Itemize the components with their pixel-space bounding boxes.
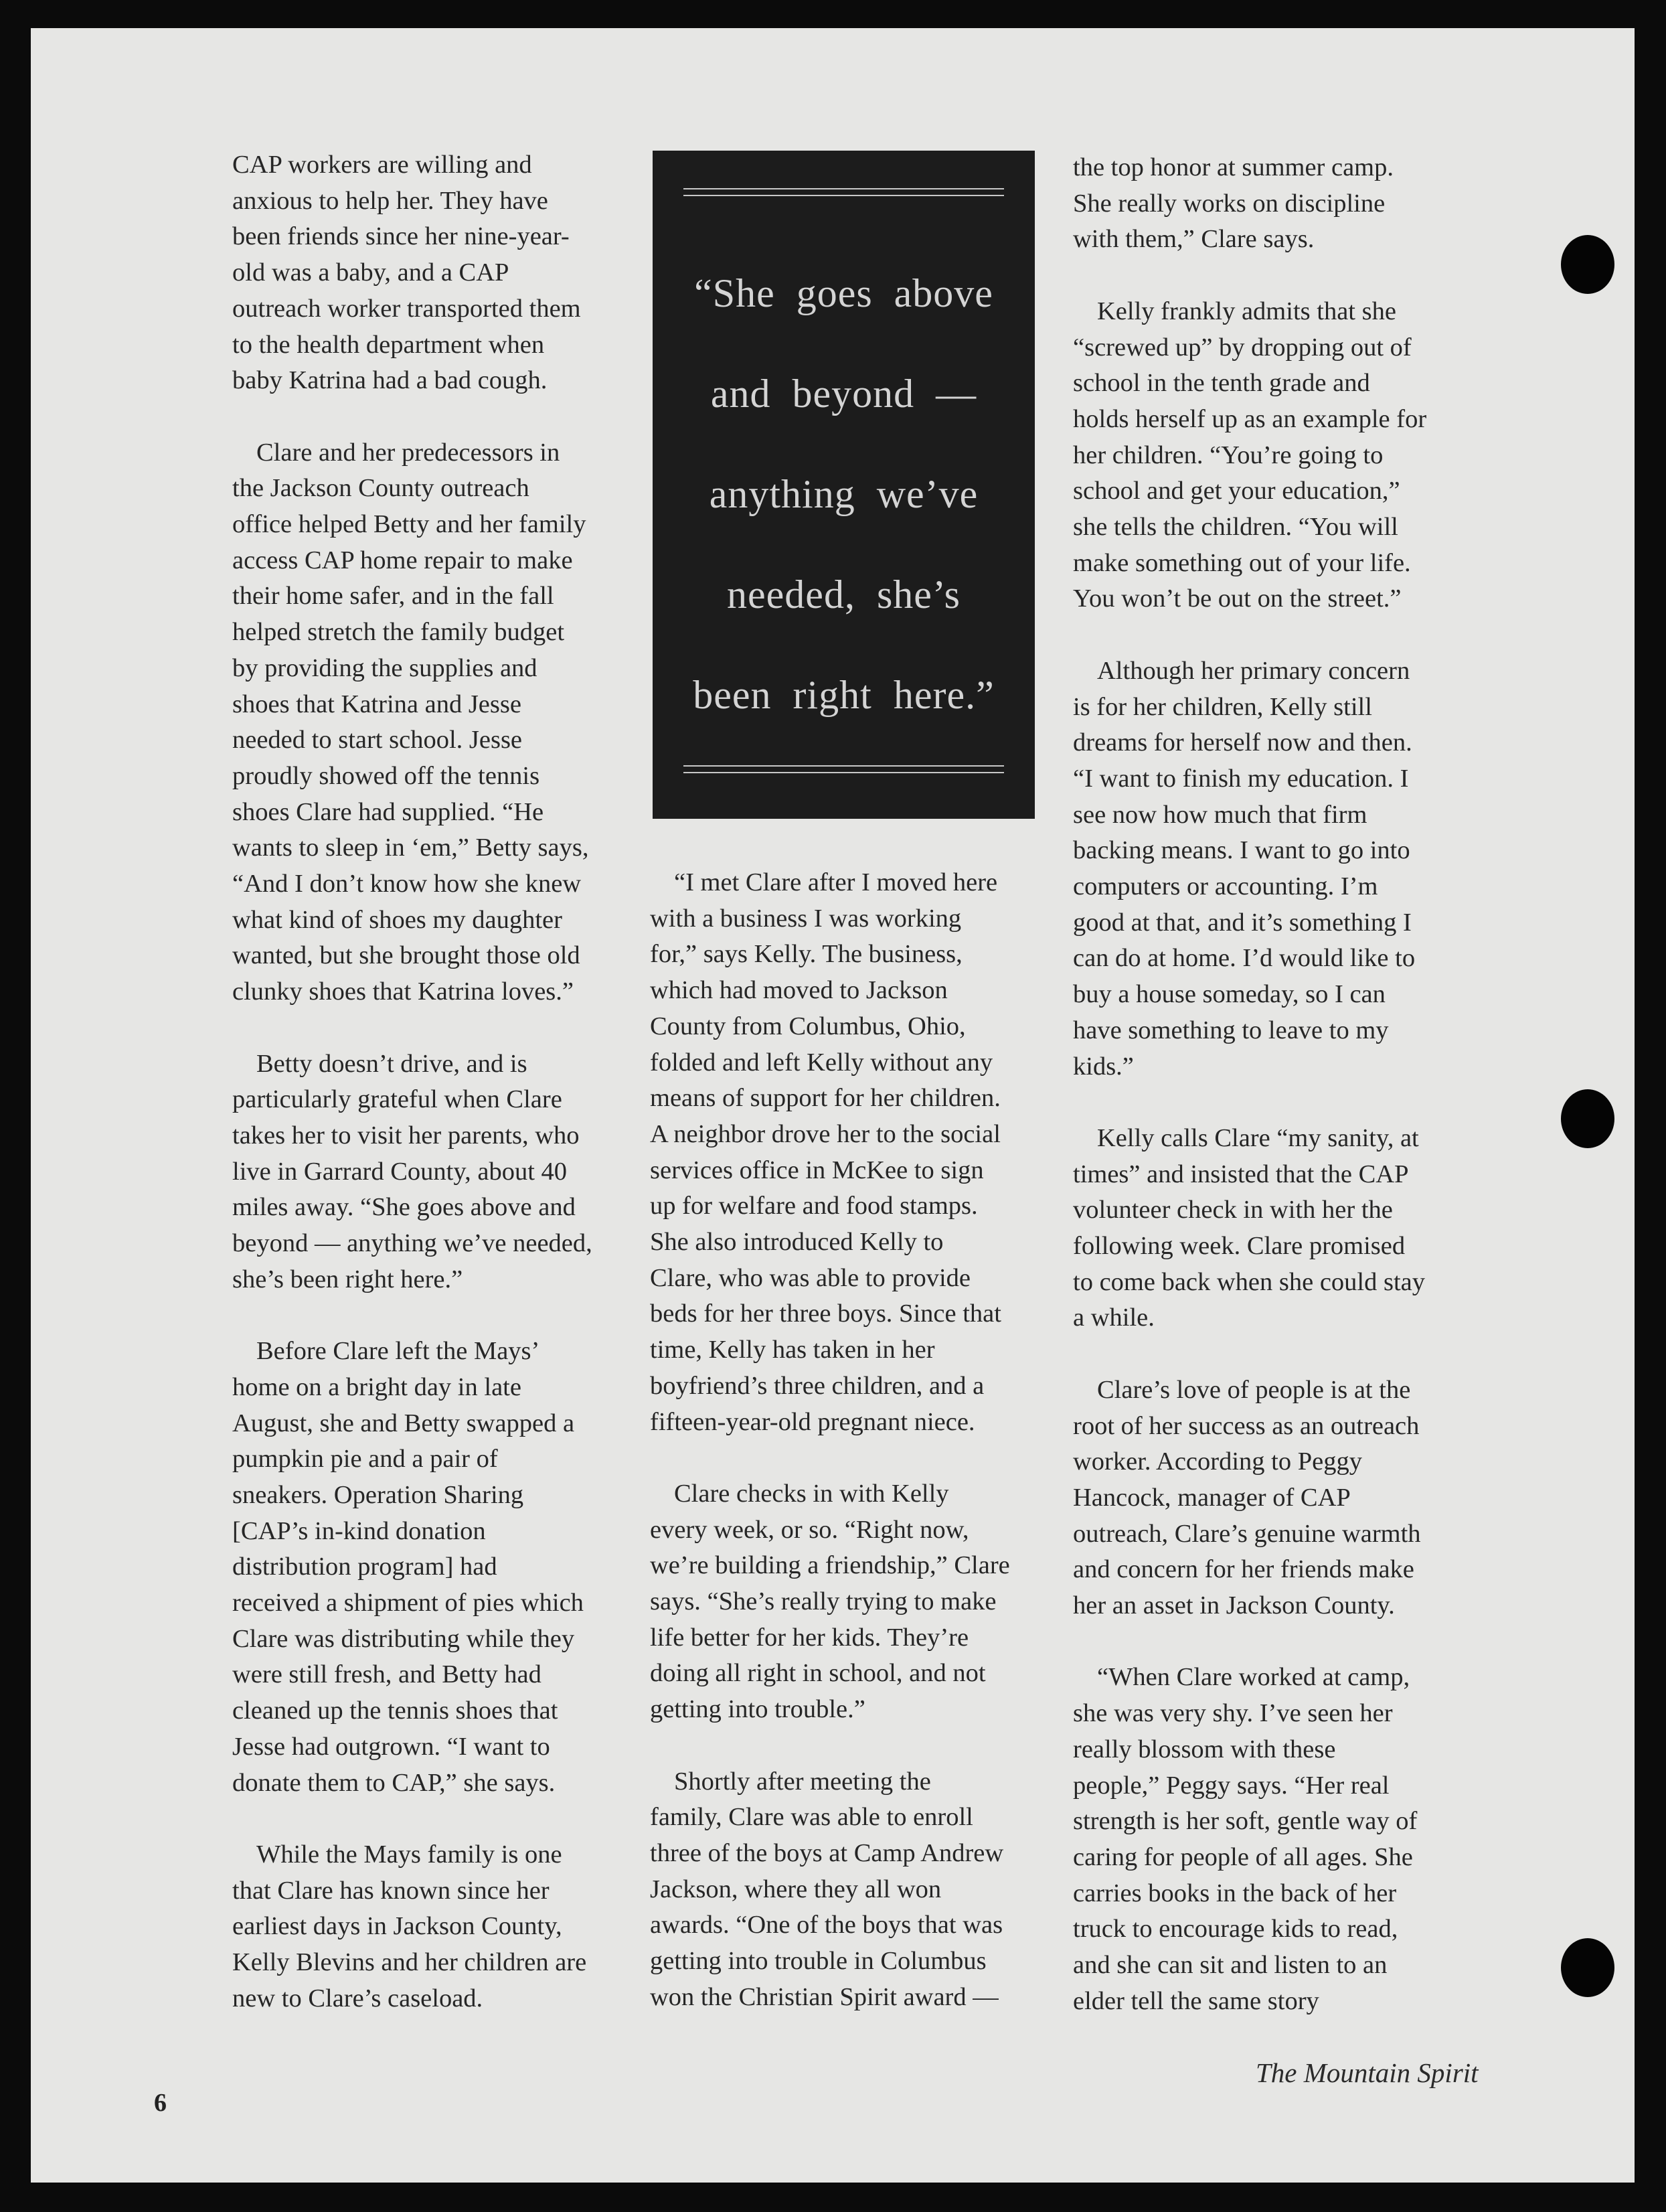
pull-quote-line: been right here.” [693,673,995,717]
pull-quote-text [653,243,1035,745]
text-line: three of the boys at Camp Andrew [650,1838,1004,1867]
article-column-right [1073,150,1501,2019]
pull-quote-line: needed, she’s [727,572,961,617]
text-line: services office in McKee to sign [650,1156,984,1184]
text-line: doing all right in school, and not [650,1659,986,1688]
text-line: the Jackson County outreach [232,474,529,503]
text-line: times” and insisted that the CAP [1073,1160,1409,1188]
text-line: won the Christian Spirit award — [650,1982,999,2011]
text-line: Clare checks in with Kelly [674,1479,949,1508]
text-line: Shortly after meeting the [674,1767,931,1796]
text-line: is for her children, Kelly still [1073,692,1372,721]
text-line: the top honor at summer camp. [1073,153,1394,181]
binder-hole-top [1561,235,1614,294]
text-line: [CAP’s in-kind donation [232,1516,486,1545]
text-line: backing means. I want to go into [1073,836,1410,865]
text-line: she’s been right here.” [232,1265,463,1293]
text-line: worker. According to Peggy [1073,1447,1362,1476]
text-line: “I met Clare after I moved here [674,868,998,896]
text-line: for,” says Kelly. The business, [650,940,963,969]
article-paragraph [1073,294,1501,617]
pull-quote-top-rule [683,188,1004,196]
text-line: earliest days in Jackson County, [232,1912,562,1941]
text-line: A neighbor drove her to the social [650,1119,1001,1148]
text-line: You won’t be out on the street.” [1073,584,1402,613]
text-line: people,” Peggy says. “Her real [1073,1771,1390,1800]
binder-hole-bottom [1561,1938,1614,1997]
text-line: live in Garrard County, about 40 [232,1157,568,1186]
text-line: strength is her soft, gentle way of [1073,1807,1418,1836]
text-line: takes her to visit her parents, who [232,1121,580,1150]
text-line: “I want to finish my education. I [1073,764,1409,793]
text-line: she was very shy. I’ve seen her [1073,1699,1393,1728]
text-line: she tells the children. “You will [1073,513,1398,542]
text-line: a while. [1073,1304,1155,1332]
text-line: folded and left Kelly without any [650,1048,993,1077]
text-line: every week, or so. “Right now, [650,1515,969,1544]
text-line: anxious to help her. They have [232,186,548,215]
text-line: beyond — anything we’ve needed, [232,1229,592,1258]
text-line: computers or accounting. I’m [1073,872,1378,901]
text-line: donate them to CAP,” she says. [232,1768,556,1797]
text-line: County from Columbus, Ohio, [650,1012,966,1040]
text-line: CAP workers are willing and [232,151,532,179]
text-line: getting into trouble in Columbus [650,1947,987,1976]
publication-name: The Mountain Spirit [1256,2057,1479,2088]
article-paragraph [1073,653,1501,1085]
article-paragraph [232,1837,661,2017]
text-line: up for welfare and food stamps. [650,1192,978,1220]
text-line: school in the tenth grade and [1073,369,1370,398]
text-line: sneakers. Operation Sharing [232,1480,524,1509]
text-line: Hancock, manager of CAP [1073,1483,1351,1512]
text-line: with a business I was working [650,904,962,933]
text-line: good at that, and it’s something I [1073,908,1412,937]
article-paragraph [232,147,661,399]
text-line: and she can sit and listen to an [1073,1951,1388,1980]
text-line: what kind of shoes my daughter [232,905,562,934]
text-line: we’re building a friendship,” Clare [650,1551,1010,1580]
text-line: with them,” Clare says. [1073,225,1315,254]
text-line: says. “She’s really trying to make [650,1587,997,1616]
text-line: school and get your education,” [1073,477,1400,505]
text-line: Kelly calls Clare “my sanity, at [1097,1123,1419,1152]
text-line: time, Kelly has taken in her [650,1336,935,1364]
text-line: needed to start school. Jesse [232,726,523,755]
pull-quote-box [653,151,1035,819]
text-line: office helped Betty and her family [232,510,586,539]
text-line: by providing the supplies and [232,653,537,682]
pull-quote-bottom-rule [683,765,1004,773]
article-column-middle [650,865,1078,2015]
binder-hole-middle [1561,1089,1614,1148]
article-paragraph [232,435,661,1010]
text-line: that Clare has known since her [232,1876,550,1905]
text-line: home on a bright day in late [232,1372,521,1401]
text-line: new to Clare’s caseload. [232,1984,483,2012]
page-number: 6 [154,2089,167,2117]
text-line: August, she and Betty swapped a [232,1409,575,1437]
text-line: life better for her kids. They’re [650,1623,969,1652]
text-line: truck to encourage kids to read, [1073,1915,1398,1944]
pull-quote-line: anything we’ve [709,472,979,516]
text-line: fifteen-year-old pregnant niece. [650,1407,975,1436]
text-line: really blossom with these [1073,1735,1336,1763]
text-line: Clare’s love of people is at the [1097,1375,1411,1404]
text-line: cleaned up the tennis shoes that [232,1696,558,1725]
text-line: Clare and her predecessors in [256,438,560,467]
text-line: outreach, Clare’s genuine warmth [1073,1519,1421,1548]
article-paragraph [1073,150,1501,258]
text-line: were still fresh, and Betty had [232,1660,542,1689]
text-line: their home safer, and in the fall [232,582,554,611]
text-line: beds for her three boys. Since that [650,1299,1001,1328]
text-line: awards. “One of the boys that was [650,1911,1003,1940]
text-line: have something to leave to my [1073,1016,1389,1044]
text-line: wants to sleep in ‘em,” Betty says, [232,834,589,862]
text-line: getting into trouble.” [650,1695,865,1724]
text-line: Betty doesn’t drive, and is [256,1049,527,1078]
text-line: caring for people of all ages. She [1073,1842,1413,1871]
article-paragraph [650,1764,1078,2016]
article-paragraph [1073,1660,1501,2019]
pull-quote-line: “She goes above [694,271,993,315]
text-line: “And I don’t know how she knew [232,870,582,898]
text-line: outreach worker transported them [232,294,581,323]
text-line: see now how much that firm [1073,800,1367,829]
text-line: “screwed up” by dropping out of [1073,333,1412,362]
text-line: can do at home. I’d would like to [1073,944,1416,973]
text-line: She also introduced Kelly to [650,1228,944,1257]
text-line: particularly grateful when Clare [232,1085,562,1114]
text-line: distribution program] had [232,1553,497,1581]
text-line: shoes Clare had supplied. “He [232,797,544,826]
text-line: means of support for her children. [650,1084,1001,1113]
text-line: Before Clare left the Mays’ [256,1337,540,1366]
magazine-page [31,28,1635,2183]
text-line: which had moved to Jackson [650,976,948,1005]
text-line: old was a baby, and a CAP [232,258,509,287]
text-line: her children. “You’re going to [1073,441,1384,469]
text-line: “When Clare worked at camp, [1097,1663,1410,1692]
article-paragraph [232,1046,661,1298]
article-paragraph [1073,1121,1501,1336]
text-line: Jackson, where they all won [650,1875,942,1903]
text-line: carries books in the back of her [1073,1879,1397,1907]
text-line: Kelly frankly admits that she [1097,297,1396,325]
text-line: to the health department when [232,330,545,359]
text-line: boyfriend’s three children, and a [650,1371,985,1400]
text-line: been friends since her nine-year- [232,222,570,251]
text-line: shoes that Katrina and Jesse [232,690,521,718]
text-line: miles away. “She goes above and [232,1193,576,1222]
text-line: access CAP home repair to make [232,546,573,574]
text-line: make something out of your life. [1073,548,1411,577]
text-line: wanted, but she brought those old [232,941,580,970]
text-line: clunky shoes that Katrina loves.” [232,977,574,1006]
text-line: Kelly Blevins and her children are [232,1948,587,1977]
text-line: her an asset in Jackson County. [1073,1591,1395,1620]
pull-quote-line: and beyond — [710,372,977,416]
text-line: elder tell the same story [1073,1986,1319,2015]
article-paragraph [1073,1372,1501,1624]
text-line: Jesse had outgrown. “I want to [232,1732,550,1761]
text-line: kids.” [1073,1052,1134,1081]
article-paragraph [650,1476,1078,1728]
article-paragraph [650,865,1078,1440]
article-paragraph [232,1334,661,1801]
text-line: Clare, who was able to provide [650,1263,971,1292]
text-line: following week. Clare promised [1073,1232,1406,1261]
text-line: pumpkin pie and a pair of [232,1445,498,1474]
text-line: volunteer check in with her the [1073,1196,1393,1224]
text-line: buy a house someday, so I can [1073,980,1386,1009]
article-column-left [232,147,661,2017]
text-line: baby Katrina had a bad cough. [232,366,548,395]
text-line: to come back when she could stay [1073,1267,1426,1296]
text-line: received a shipment of pies which [232,1589,584,1617]
text-line: helped stretch the family budget [232,618,565,647]
text-line: holds herself up as an example for [1073,404,1427,433]
text-line: While the Mays family is one [256,1840,562,1869]
text-line: Although her primary concern [1097,656,1410,685]
text-line: root of her success as an outreach [1073,1411,1420,1440]
text-line: and concern for her friends make [1073,1555,1414,1584]
text-line: proudly showed off the tennis [232,761,540,790]
text-line: family, Clare was able to enroll [650,1803,973,1832]
text-line: Clare was distributing while they [232,1624,575,1653]
text-line: She really works on discipline [1073,189,1386,218]
text-line: dreams for herself now and then. [1073,728,1412,757]
